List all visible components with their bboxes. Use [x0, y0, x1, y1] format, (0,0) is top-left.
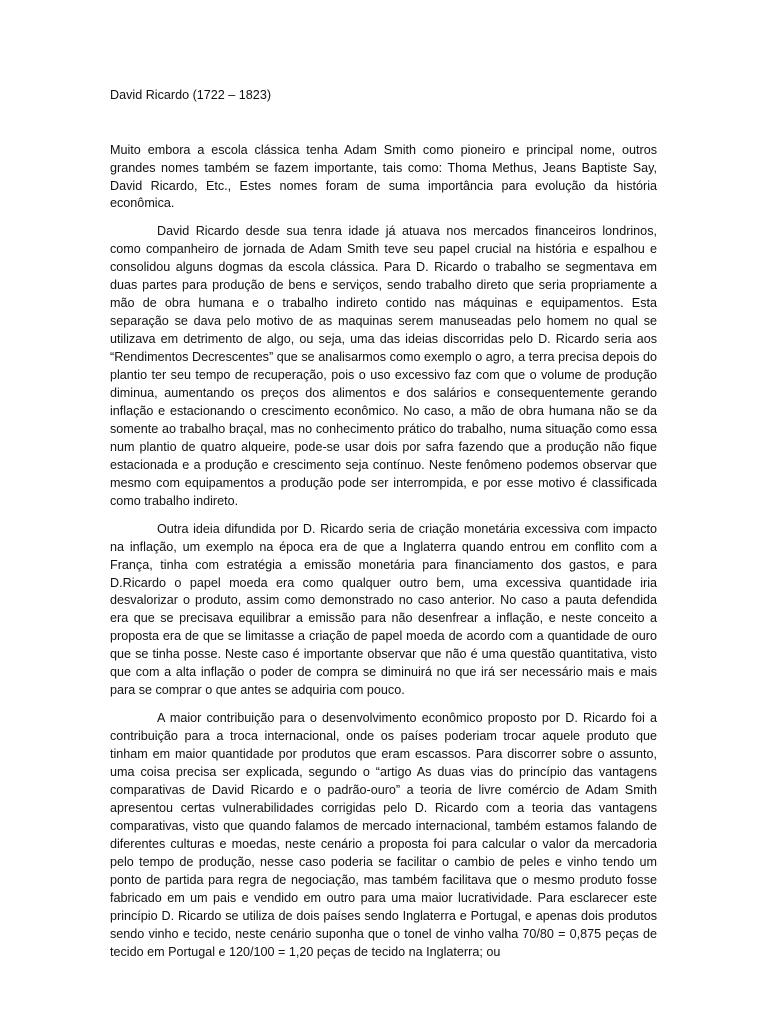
paragraph-labor: David Ricardo desde sua tenra idade já atuava nos mercados financeiros londrinos, como companheiro de jornada de Adam Smith teve seu papel crucial na história e espalhou e consolidou alguns dogmas da escola clássica. Para D. Ricardo o trabalho se segmentava em duas partes para produção de bens e serviços, sendo trabalho direto que seria propriamente a mão de obra humana e o trabalho indireto contido nas máquinas e equipamentos. Esta separação se dava pelo motivo de as maquinas serem manuseadas pelo homem no qual se utilizava em detrimento de algo, ou seja, uma das ideias discorridas pelo D. Ricardo seria aos “Rendimentos Decrescentes” que se analisarmos como exemplo o agro, a terra precisa depois do plantio ter seu tempo de recuperação, pois o uso excessivo faz com que o volume de produção diminua, aumentando os preços dos alimentos e dos salários e consequentemente gerando inflação e estacionando o crescimento econômico. No caso, a mão de obra humana não se da somente ao trabalho braçal, mas no conhecimento prático do trabalho, numa situação como essa num plantio de quatro alqueire, pode-se usar dois por safra fazendo que a produção não fique estacionada e a produção e crescimento seja contínuo. Neste fenômeno podemos observar que mesmo com equipamentos a produção pode ser interrompida, e por esse motivo é classificada como trabalho indireto.	[110, 224, 657, 508]
paragraph-monetary: Outra ideia difundida por D. Ricardo seria de criação monetária excessiva com impacto na inflação, um exemplo na época era de que a Inglaterra quando entrou em conflito com a França, tinha com estratégia a emissão monetária para financiamento dos gastos, e para D.Ricardo o papel moeda era como qualquer outro bem, uma excessiva quantidade iria desvalorizar o produto, assim como demonstrado no caso anterior. No caso a pauta defendida era que se precisava equilibrar a emissão para não desenfrear a inflação, e neste conceito a proposta era de que se limitasse a criação de papel moeda de acordo com a quantidade de ouro que se tinha posse. Neste caso é importante observar que não é uma questão quantitativa, visto que com a alta inflação o poder de compra se diminuirá no que irá ser necessário mais e mais para se comprar o que antes se adquiria com pouco.	[110, 521, 657, 698]
paragraph-intro: Muito embora a escola clássica tenha Adam Smith como pioneiro e principal nome, outros grandes nomes também se fazem importante, tais como: Thoma Methus, Jeans Baptiste Say, David Ricardo, Etc., Estes nomes foram de suma importância para evolução da história econômica.	[110, 142, 657, 211]
paragraph-trade: A maior contribuição para o desenvolvimento econômico proposto por D. Ricardo foi a contribuição para a troca internacional, onde os países poderiam trocar aquele produto que tinham em maior quantidade por produtos que eram escassos. Para discorrer sobre o assunto, uma coisa precisa ser explicada, segundo o “artigo As duas vias do princípio das vantagens comparativas de David Ricardo e o padrão-ouro” a teoria de livre comércio de Adam Smith apresentou certas vulnerabilidades corrigidas pelo D. Ricardo com a teoria das vantagens comparativas, visto que quando falamos de mercado internacional, também estamos falando de diferentes culturas e moedas, neste cenário a proposta foi para calcular o valor da mercadoria pelo tempo de produção, nesse caso poderia se facilitar o cambio de peles e vinho tendo um ponto de partida para regra de negociação, mas também facilitava que o mesmo produto fosse fabricado em um pais e vendido em outro para uma maior lucratividade. Para esclarecer este princípio D. Ricardo se utiliza de dois países sendo Inglaterra e Portugal, e apenas dois produtos sendo vinho e tecido, neste cenário suponha que o tonel de vinho valha 70/80 = 0,875 peças de tecido em Portugal e 120/100 = 1,20 peças de tecido na Inglaterra; ou	[110, 711, 657, 959]
document-title: David Ricardo (1722 – 1823)	[110, 88, 272, 102]
